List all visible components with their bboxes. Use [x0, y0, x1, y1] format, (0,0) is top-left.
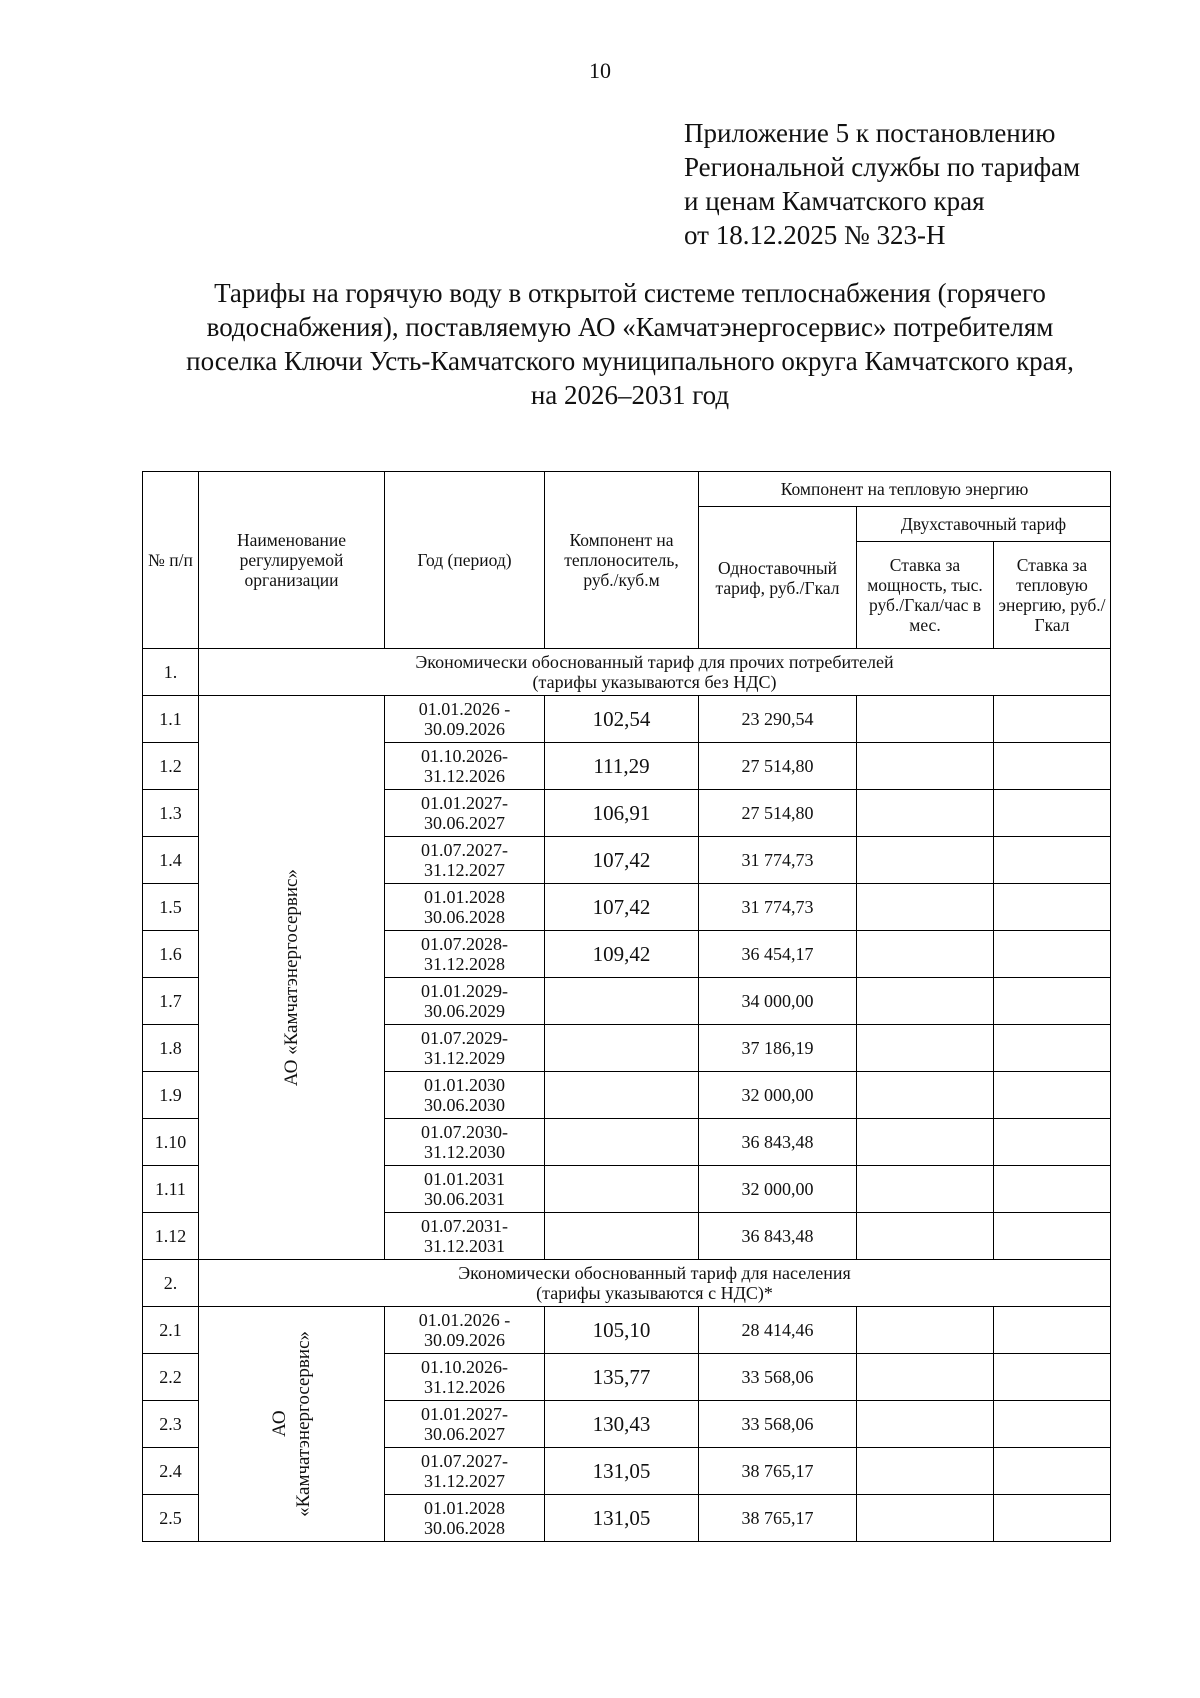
section-title: Экономически обоснованный тариф для прочих потребителей — [415, 652, 894, 672]
period-start: 01.01.2026 - — [418, 1310, 511, 1330]
capacity-rate-value — [857, 837, 994, 884]
period-end: 30.09.2026 — [424, 1330, 505, 1350]
energy-rate-value — [994, 1401, 1111, 1448]
row-num: 1.2 — [143, 743, 199, 790]
section-subtitle: (тарифы указываются с НДС)* — [536, 1283, 773, 1303]
document-title — [100, 276, 1160, 412]
capacity-rate-value — [857, 884, 994, 931]
appendix-line: Региональной службы по тарифам — [684, 152, 1081, 182]
period-start: 01.07.2028- — [421, 934, 508, 954]
carrier-value — [545, 1213, 699, 1260]
capacity-rate-value — [857, 1119, 994, 1166]
single-rate-value: 33 568,06 — [699, 1401, 857, 1448]
section-header-row — [143, 649, 1111, 696]
capacity-rate-value — [857, 1495, 994, 1542]
period-cell — [385, 978, 545, 1025]
single-rate-value: 33 568,06 — [699, 1354, 857, 1401]
row-num: 2.2 — [143, 1354, 199, 1401]
period-end: 31.12.2030 — [424, 1142, 505, 1162]
period-start: 01.01.2028 — [424, 887, 505, 907]
appendix-line: от 18.12.2025 № 323-Н — [684, 220, 946, 250]
period-end: 31.12.2031 — [424, 1236, 505, 1256]
carrier-value: 130,43 — [545, 1401, 699, 1448]
energy-rate-value — [994, 1495, 1111, 1542]
tariffs-table — [142, 471, 1111, 1542]
carrier-value: 106,91 — [545, 790, 699, 837]
period-end: 30.06.2030 — [424, 1095, 505, 1115]
header-single-rate: Одноставочный тариф, руб./Гкал — [699, 507, 857, 649]
energy-rate-value — [994, 931, 1111, 978]
period-start: 01.07.2031- — [421, 1216, 508, 1236]
energy-rate-value — [994, 743, 1111, 790]
period-start: 01.07.2029- — [421, 1028, 508, 1048]
period-cell — [385, 696, 545, 743]
capacity-rate-value — [857, 790, 994, 837]
section-num: 2. — [143, 1260, 199, 1307]
header-energy-rate: Ставка за тепловую энергию, руб./Гкал — [994, 542, 1111, 649]
period-end: 30.06.2028 — [424, 907, 505, 927]
capacity-rate-value — [857, 743, 994, 790]
energy-rate-value — [994, 837, 1111, 884]
carrier-value: 135,77 — [545, 1354, 699, 1401]
period-cell — [385, 1213, 545, 1260]
single-rate-value: 38 765,17 — [699, 1495, 857, 1542]
carrier-value — [545, 1119, 699, 1166]
period-cell — [385, 1448, 545, 1495]
row-num: 1.3 — [143, 790, 199, 837]
header-carrier: Компонент на теплоноситель, руб./куб.м — [545, 472, 699, 649]
single-rate-value: 34 000,00 — [699, 978, 857, 1025]
energy-rate-value — [994, 1119, 1111, 1166]
period-start: 01.07.2027- — [421, 1451, 508, 1471]
carrier-value: 107,42 — [545, 837, 699, 884]
header-period: Год (период) — [385, 472, 545, 649]
capacity-rate-value — [857, 978, 994, 1025]
single-rate-value: 37 186,19 — [699, 1025, 857, 1072]
carrier-value: 131,05 — [545, 1495, 699, 1542]
period-cell — [385, 1166, 545, 1213]
section-title: Экономически обоснованный тариф для населения — [458, 1263, 851, 1283]
period-end: 31.12.2028 — [424, 954, 505, 974]
table-row — [143, 696, 1111, 743]
period-end: 31.12.2029 — [424, 1048, 505, 1068]
title-line: водоснабжения), поставляемую АО «Камчатэнергосервис» потребителям — [206, 312, 1054, 342]
energy-rate-value — [994, 884, 1111, 931]
period-end: 31.12.2027 — [424, 860, 505, 880]
table-row — [143, 1307, 1111, 1354]
header-two-rate: Двухставочный тариф — [857, 507, 1111, 542]
energy-rate-value — [994, 1448, 1111, 1495]
period-end: 30.09.2026 — [424, 719, 505, 739]
row-num: 1.8 — [143, 1025, 199, 1072]
period-cell — [385, 1307, 545, 1354]
single-rate-value: 31 774,73 — [699, 884, 857, 931]
period-start: 01.01.2031 — [424, 1169, 505, 1189]
single-rate-value: 36 843,48 — [699, 1119, 857, 1166]
capacity-rate-value — [857, 1354, 994, 1401]
carrier-value: 109,42 — [545, 931, 699, 978]
period-end: 30.06.2031 — [424, 1189, 505, 1209]
row-num: 1.5 — [143, 884, 199, 931]
carrier-value — [545, 978, 699, 1025]
energy-rate-value — [994, 1072, 1111, 1119]
header-num: № п/п — [143, 472, 199, 649]
capacity-rate-value — [857, 1401, 994, 1448]
period-end: 31.12.2027 — [424, 1471, 505, 1491]
title-line: поселка Ключи Усть-Камчатского муниципального округа Камчатского края, — [186, 346, 1074, 376]
period-start: 01.10.2026- — [421, 746, 508, 766]
period-cell — [385, 1354, 545, 1401]
single-rate-value: 32 000,00 — [699, 1166, 857, 1213]
period-start: 01.01.2029- — [421, 981, 508, 1001]
period-start: 01.01.2027- — [421, 793, 508, 813]
period-end: 30.06.2027 — [424, 1424, 505, 1444]
section-title-cell — [199, 1260, 1111, 1307]
carrier-value: 102,54 — [545, 696, 699, 743]
appendix-line: Приложение 5 к постановлению — [684, 118, 1056, 148]
single-rate-value: 27 514,80 — [699, 743, 857, 790]
header-org: Наименование регулируемой организации — [199, 472, 385, 649]
row-num: 2.5 — [143, 1495, 199, 1542]
energy-rate-value — [994, 1354, 1111, 1401]
energy-rate-value — [994, 1307, 1111, 1354]
appendix-line: и ценам Камчатского края — [684, 186, 985, 216]
period-end: 31.12.2026 — [424, 1377, 505, 1397]
period-cell — [385, 1025, 545, 1072]
title-line: Тарифы на горячую воду в открытой системе теплоснабжения (горячего — [214, 278, 1046, 308]
period-cell — [385, 837, 545, 884]
capacity-rate-value — [857, 1307, 994, 1354]
section-subtitle: (тарифы указываются без НДС) — [532, 672, 777, 692]
period-cell — [385, 743, 545, 790]
period-start: 01.10.2026- — [421, 1357, 508, 1377]
row-num: 1.1 — [143, 696, 199, 743]
energy-rate-value — [994, 978, 1111, 1025]
carrier-value: 131,05 — [545, 1448, 699, 1495]
single-rate-value: 27 514,80 — [699, 790, 857, 837]
row-num: 1.9 — [143, 1072, 199, 1119]
period-start: 01.07.2027- — [421, 840, 508, 860]
appendix-block — [684, 116, 1164, 252]
carrier-value — [545, 1025, 699, 1072]
org-name-cell — [199, 696, 385, 1260]
row-num: 1.4 — [143, 837, 199, 884]
section-num: 1. — [143, 649, 199, 696]
single-rate-value: 31 774,73 — [699, 837, 857, 884]
energy-rate-value — [994, 790, 1111, 837]
capacity-rate-value — [857, 1166, 994, 1213]
period-start: 01.01.2028 — [424, 1498, 505, 1518]
row-num: 1.10 — [143, 1119, 199, 1166]
carrier-value: 105,10 — [545, 1307, 699, 1354]
single-rate-value: 38 765,17 — [699, 1448, 857, 1495]
single-rate-value: 32 000,00 — [699, 1072, 857, 1119]
row-num: 1.11 — [143, 1166, 199, 1213]
header-capacity-rate: Ставка за мощность, тыс. руб./Гкал/час в мес. — [857, 542, 994, 649]
period-cell — [385, 1072, 545, 1119]
period-cell — [385, 790, 545, 837]
page-number: 10 — [589, 58, 611, 83]
energy-rate-value — [994, 1166, 1111, 1213]
period-start: 01.01.2026 - — [418, 699, 511, 719]
row-num: 2.3 — [143, 1401, 199, 1448]
single-rate-value: 36 843,48 — [699, 1213, 857, 1260]
period-end: 30.06.2029 — [424, 1001, 505, 1021]
period-start: 01.07.2030- — [421, 1122, 508, 1142]
title-line: на 2026–2031 год — [530, 380, 730, 410]
period-end: 30.06.2028 — [424, 1518, 505, 1538]
section-header-row — [143, 1260, 1111, 1307]
row-num: 1.12 — [143, 1213, 199, 1260]
capacity-rate-value — [857, 931, 994, 978]
header-energy-group: Компонент на тепловую энергию — [699, 472, 1111, 507]
capacity-rate-value — [857, 1072, 994, 1119]
period-start: 01.01.2030 — [424, 1075, 505, 1095]
row-num: 2.1 — [143, 1307, 199, 1354]
carrier-value: 111,29 — [545, 743, 699, 790]
capacity-rate-value — [857, 1213, 994, 1260]
row-num: 2.4 — [143, 1448, 199, 1495]
row-num: 1.6 — [143, 931, 199, 978]
energy-rate-value — [994, 1025, 1111, 1072]
period-cell — [385, 931, 545, 978]
period-end: 31.12.2026 — [424, 766, 505, 786]
energy-rate-value — [994, 1213, 1111, 1260]
section-title-cell — [199, 649, 1111, 696]
capacity-rate-value — [857, 696, 994, 743]
capacity-rate-value — [857, 1025, 994, 1072]
org-name-cell — [199, 1307, 385, 1542]
org-name: АО «Камчатэнергосервис» — [268, 1331, 314, 1517]
single-rate-value: 23 290,54 — [699, 696, 857, 743]
capacity-rate-value — [857, 1448, 994, 1495]
carrier-value: 107,42 — [545, 884, 699, 931]
row-num: 1.7 — [143, 978, 199, 1025]
single-rate-value: 36 454,17 — [699, 931, 857, 978]
period-cell — [385, 1401, 545, 1448]
carrier-value — [545, 1166, 699, 1213]
period-start: 01.01.2027- — [421, 1404, 508, 1424]
single-rate-value: 28 414,46 — [699, 1307, 857, 1354]
org-name: АО «Камчатэнергосервис» — [280, 868, 302, 1087]
period-cell — [385, 1119, 545, 1166]
period-end: 30.06.2027 — [424, 813, 505, 833]
period-cell — [385, 1495, 545, 1542]
period-cell — [385, 884, 545, 931]
energy-rate-value — [994, 696, 1111, 743]
carrier-value — [545, 1072, 699, 1119]
